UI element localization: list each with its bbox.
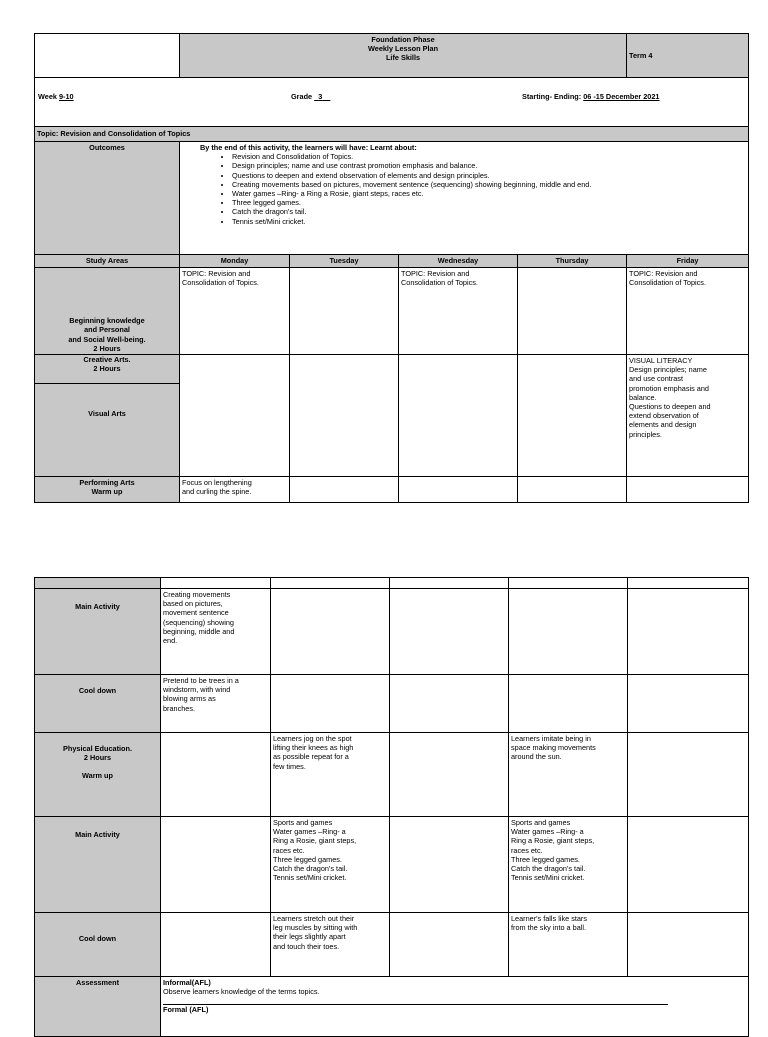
main2-thursday: Sports and games Water games –Ring- a Ring a Rosie, giant steps, races etc. Three legged games. Catch the dragon's tail. Tennis set/Mini cricket. [509, 817, 628, 913]
dates-field [522, 92, 659, 101]
dates-value: 06 -15 December 2021 [583, 92, 660, 101]
bk-friday: TOPIC: Revision and Consolidation of Topics. [627, 268, 749, 355]
blank-cell [509, 675, 628, 733]
outcome-item: • Design principles; name and use contrast promotion emphasis and balance. [232, 161, 746, 170]
blank-cell [161, 913, 271, 977]
va-monday [180, 355, 290, 477]
col-header-study-areas: Study Areas [35, 255, 180, 268]
outcomes-intro: By the end of this activity, the learners will have: Learnt about: [200, 143, 417, 152]
blank-cell [390, 578, 509, 589]
col-header-wednesday: Wednesday [399, 255, 518, 268]
cool2-thursday: Learner's falls like stars from the sky into a ball. [509, 913, 628, 977]
pa-wednesday [399, 477, 518, 503]
grade-label: Grade [291, 92, 313, 101]
info-row [35, 78, 749, 127]
bk-tuesday [290, 268, 399, 355]
pa-thursday [518, 477, 627, 503]
topic-row: Topic: Revision and Consolidation of Topics [35, 127, 749, 142]
va-wednesday [399, 355, 518, 477]
col-header-thursday: Thursday [518, 255, 627, 268]
col-header-friday: Friday [627, 255, 749, 268]
pa-friday [627, 477, 749, 503]
creative-arts-label: Creative Arts. 2 Hours Visual Arts [35, 355, 180, 477]
blank-cell [390, 589, 509, 675]
lesson-plan-table-page2 [34, 577, 749, 1037]
performing-arts-label: Performing Arts Warm up [35, 477, 180, 503]
blank-cell [161, 578, 271, 589]
grade-value: 3 [318, 92, 323, 101]
term-label: Term 4 [629, 50, 653, 60]
week-value: 9-10 [58, 92, 74, 101]
assessment-informal: Informal(AFL) [163, 978, 211, 987]
blank-cell [390, 913, 509, 977]
lesson-plan-table-page1 [34, 33, 749, 503]
col-header-tuesday: Tuesday [290, 255, 399, 268]
blank-cell [390, 733, 509, 817]
outcome-item: • Revision and Consolidation of Topics. [232, 152, 746, 161]
pa-tuesday [290, 477, 399, 503]
continuation-blank-label [35, 578, 161, 589]
va-friday: VISUAL LITERACY Design principles; name and use contrast promotion emphasis and balance. Questions to deepen and extend observation of elements and design principles. [627, 355, 749, 477]
blank-cell [161, 817, 271, 913]
visual-arts-label: Visual Arts [88, 409, 126, 418]
cool1-monday: Pretend to be trees in a windstorm, with wind blowing arms as branches. [161, 675, 271, 733]
bk-monday: TOPIC: Revision and Consolidation of Topics. [180, 268, 290, 355]
va-tuesday [290, 355, 399, 477]
blank-cell [271, 578, 390, 589]
outcome-item: • Catch the dragon's tail. [232, 207, 746, 216]
header-title-cell [180, 34, 627, 78]
pe-thursday: Learners imitate being in space making movements around the sun. [509, 733, 628, 817]
outcomes-cell [180, 142, 749, 255]
main-activity-label: Main Activity [35, 589, 161, 675]
header-phase: Foundation Phase [371, 35, 435, 44]
outcome-item: • Creating movements based on pictures, movement sentence (sequencing) showing beginning, middle and end. [232, 180, 746, 189]
outcome-item: • Tennis set/Mini cricket. [232, 217, 746, 226]
dates-label: Starting- Ending: [522, 92, 582, 101]
bk-wednesday: TOPIC: Revision and Consolidation of Topics. [399, 268, 518, 355]
beginning-knowledge-label: Beginning knowledge and Personal and Social Well-being. 2 Hours [35, 268, 180, 355]
outcome-item: • Three legged games. [232, 198, 746, 207]
pa-monday: Focus on lengthening and curling the spine. [180, 477, 290, 503]
assessment-cell [161, 977, 749, 1037]
week-field [38, 92, 74, 101]
main-activity-2-label: Main Activity [35, 817, 161, 913]
header-subject: Life Skills [385, 53, 421, 63]
pe-tuesday: Learners jog on the spot lifting their knees as high as possible repeat for a few times. [271, 733, 390, 817]
cool-down-label: Cool down [35, 675, 161, 733]
blank-cell [628, 913, 749, 977]
assessment-informal-text: Observe learners knowledge of the terms topics. [163, 987, 320, 997]
blank-cell [390, 817, 509, 913]
outcomes-label: Outcomes [35, 142, 180, 255]
assessment-line [163, 996, 668, 1005]
blank-cell [628, 675, 749, 733]
blank-cell [628, 733, 749, 817]
outcome-item: • Water games –Ring- a Ring a Rosie, giant steps, races etc. [232, 189, 746, 198]
blank-cell [161, 733, 271, 817]
blank-cell [271, 589, 390, 675]
header-blank-cell [35, 34, 180, 78]
blank-cell [628, 578, 749, 589]
cool-down-2-label: Cool down [35, 913, 161, 977]
bk-thursday [518, 268, 627, 355]
header-plan: Weekly Lesson Plan [368, 44, 439, 54]
outcome-item: • Questions to deepen and extend observation of elements and design principles. [232, 171, 746, 180]
week-label: Week [38, 92, 57, 101]
assessment-label: Assessment [35, 977, 161, 1037]
blank-cell [628, 817, 749, 913]
outcomes-list [182, 152, 746, 226]
main2-tuesday: Sports and games Water games –Ring- a Ring a Rosie, giant steps, races etc. Three legged games. Catch the dragon's tail. Tennis set/Mini cricket. [271, 817, 390, 913]
header-term [627, 34, 749, 78]
grade-field [291, 92, 330, 101]
va-thursday [518, 355, 627, 477]
blank-cell [509, 578, 628, 589]
blank-cell [628, 589, 749, 675]
blank-cell [390, 675, 509, 733]
blank-cell [509, 589, 628, 675]
assessment-formal: Formal (AFL) [163, 1005, 209, 1015]
cool2-tuesday: Learners stretch out their leg muscles by sitting with their legs slightly apart and touch their toes. [271, 913, 390, 977]
blank-cell [271, 675, 390, 733]
main1-monday: Creating movements based on pictures, movement sentence (sequencing) showing beginning, middle and end. [161, 589, 271, 675]
col-header-monday: Monday [180, 255, 290, 268]
physical-education-label: Physical Education. 2 Hours Warm up [35, 733, 161, 817]
